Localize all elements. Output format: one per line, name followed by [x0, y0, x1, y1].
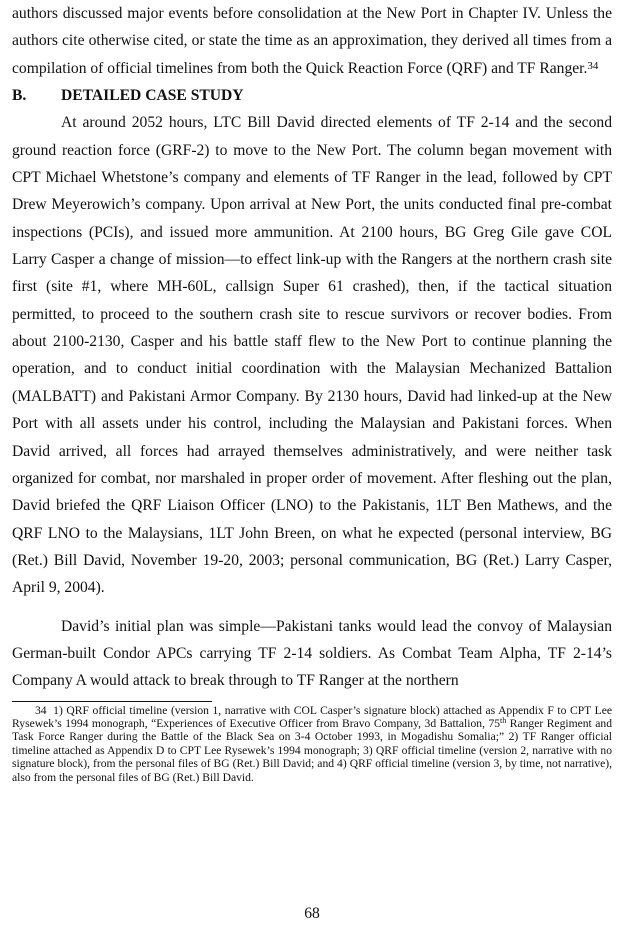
- footnote-text-part2: Ranger Regiment and Task Force Ranger during the Battle of the Black Sea on 3-4 October 1993, in Mogadishu Somalia;” 2) TF Ranger official timeline attached as Appendix D to CPT Lee Rysewek’s 1994 monograph; 3) QRF official timeline (version 2, narrative with no signature block), from the personal files of BG (Ret.) Bill David; and 4) QRF official timeline (version 3, by time, not narrative), also from the personal files of BG (Ret.) Bill David.: [12, 717, 612, 784]
- section-heading: [12, 82, 612, 109]
- footnote-marker: 34: [35, 703, 47, 717]
- footnote-reference: 34: [587, 59, 599, 72]
- section-number: B.: [12, 87, 27, 105]
- footnote-superscript: th: [500, 716, 507, 725]
- intro-paragraph: [12, 0, 612, 82]
- footnote-divider: [12, 701, 212, 702]
- paragraph-1: At around 2052 hours, LTC Bill David directed elements of TF 2-14 and the second ground reaction force (GRF-2) to move to the New Port. The column began movement with CPT Michael Whetstone’s company and elements of TF Ranger in the lead, followed by CPT Drew Meyerowich’s company. Upon arrival at New Port, the units conducted final pre-combat inspections (PCIs), and issued more ammunition. At 2100 hours, BG Greg Gile gave COL Larry Casper a change of mission—to effect link-up with the Rangers at the northern crash site first (site #1, where MH-60L, callsign Super 61 crashed), then, if the tactical situation permitted, to proceed to the southern crash site to rescue survivors or recover bodies. From about 2100-2130, Casper and his battle staff flew to the New Port to continue planning the operation, and to conduct initial coordination with the Malaysian Mechanized Battalion (MALBATT) and Pakistani Armor Company. By 2130 hours, David had linked-up at the New Port with all assets under his control, including the Malaysian and Pakistani forces. When David arrived, all forces had arrayed themselves administratively, and were neither task organized for combat, nor marshaled in proper order of movement. After fleshing out the plan, David briefed the QRF Liaison Officer (LNO) to the Pakistanis, 1LT Ben Mathews, and the QRF LNO to the Malaysians, 1LT John Breen, on what he expected (personal interview, BG (Ret.) Bill David, November 19-20, 2003; personal communication, BG (Ret.) Larry Casper, April 9, 2004).: [12, 114, 612, 597]
- intro-paragraph-text: authors discussed major events before consolidation at the New Port in Chapter IV. Unless the authors cite otherwise cited, or state the time as an approximation, they derived all times from a compilation of official timelines from both the Quick Reaction Force (QRF) and TF Ranger.: [12, 5, 612, 77]
- paragraph-2: David’s initial plan was simple—Pakistani tanks would lead the convoy of Malaysian German-built Condor APCs carrying TF 2-14 soldiers. As Combat Team Alpha, TF 2-14’s Company A would attack to break through to TF Ranger at the northern: [12, 617, 612, 690]
- footnote-text-part1: 1) QRF official timeline (version 1, narrative with COL Casper’s signature block) attached as Appendix F to CPT Lee Rysewek’s 1994 monograph, “Experiences of Executive Officer from Bravo Company, 3d Battalion, 75: [12, 703, 612, 730]
- footnote: [12, 704, 612, 784]
- section-title: DETAILED CASE STUDY: [61, 87, 244, 105]
- body-text: [12, 0, 612, 695]
- page-number: 68: [304, 905, 320, 922]
